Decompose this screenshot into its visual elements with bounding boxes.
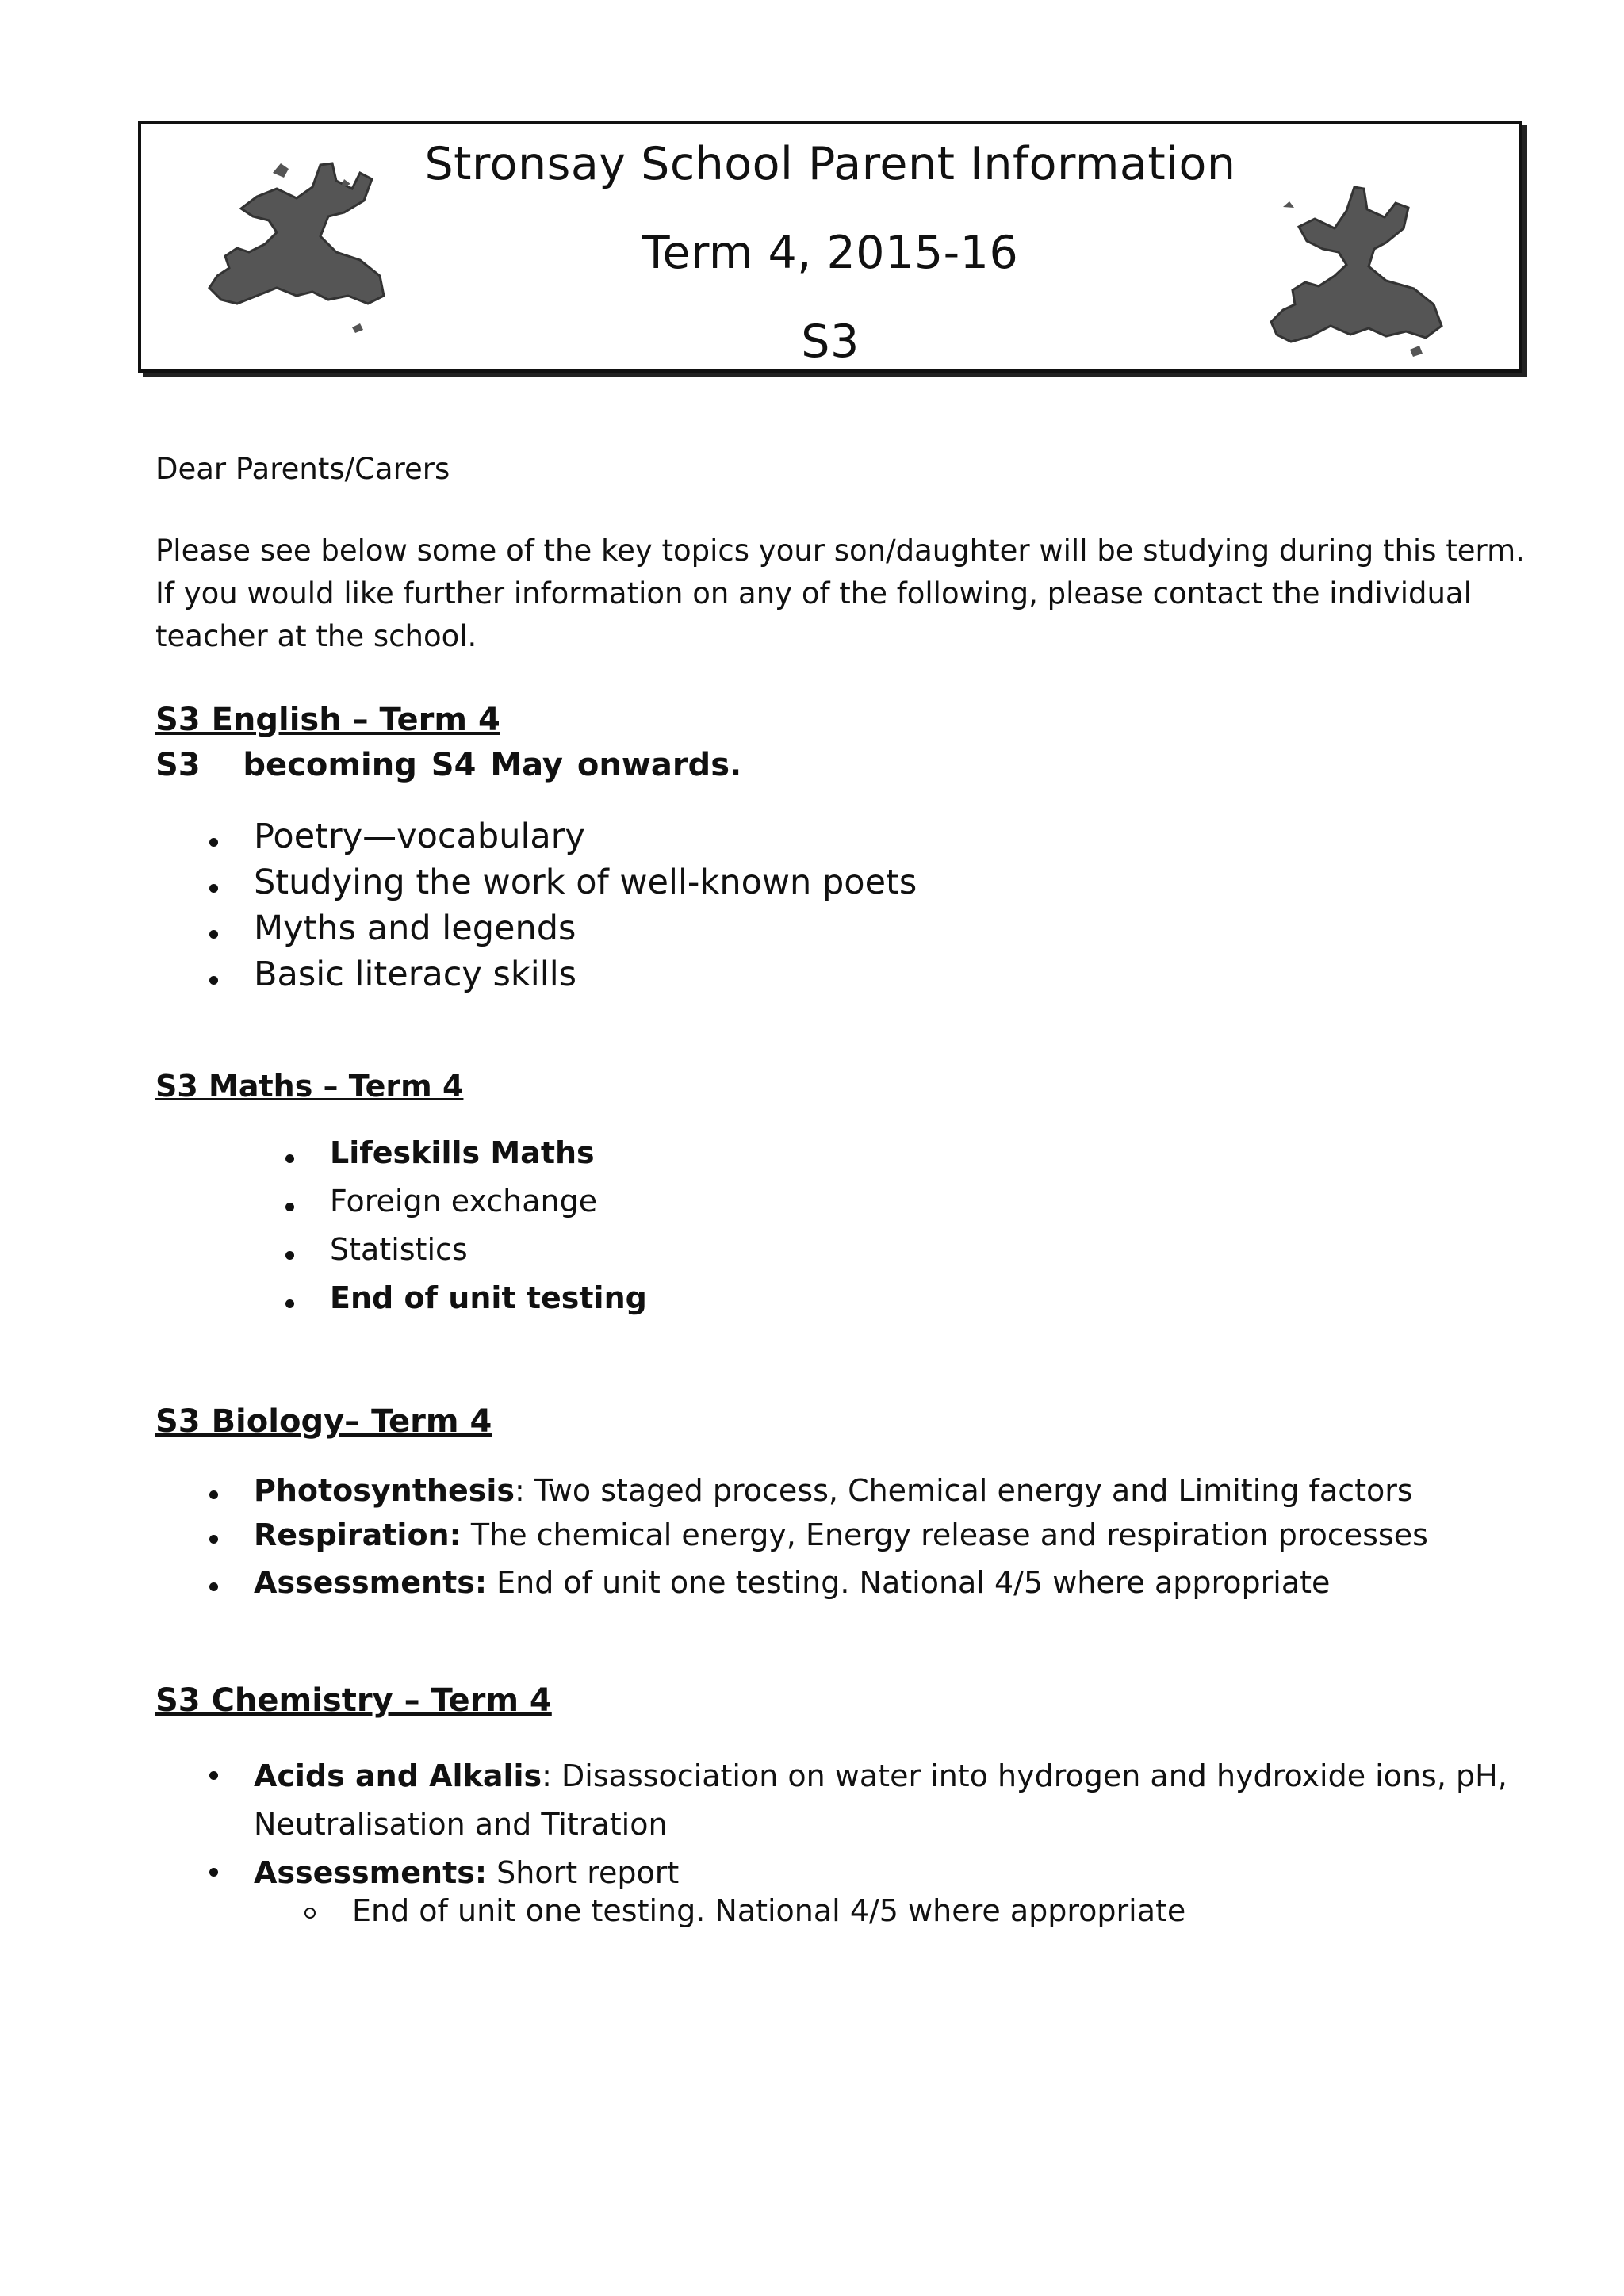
circle-bullet-icon <box>304 1908 316 1919</box>
chemistry-topic-list <box>254 1752 1507 1897</box>
header-banner <box>138 121 1522 373</box>
topic-label: Assessments: <box>254 1855 488 1890</box>
topic-label: Assessments: <box>254 1565 488 1600</box>
intro-paragraph <box>155 530 1525 658</box>
list-item <box>254 1752 1507 1849</box>
biology-topic-list <box>254 1473 1428 1609</box>
topic-label: Acids and Alkalis <box>254 1758 542 1793</box>
list-item <box>330 1184 647 1232</box>
list-item-text: Poetry—vocabulary <box>254 817 585 856</box>
bullet-icon <box>209 1868 218 1877</box>
list-item <box>254 1565 1428 1609</box>
list-item <box>254 1473 1428 1517</box>
year-group-label: S3 <box>801 316 860 368</box>
list-item-text: Basic literacy skills <box>254 955 577 994</box>
list-item-text: Lifeskills Maths <box>330 1135 595 1170</box>
bullet-icon <box>209 1535 218 1544</box>
bullet-icon <box>209 1490 218 1499</box>
bullet-icon <box>209 1771 218 1780</box>
list-item <box>254 955 917 1001</box>
subitem-text: End of unit one testing. National 4/5 where appropriate <box>352 1893 1186 1928</box>
list-item-text: End of unit testing <box>330 1280 647 1315</box>
list-item <box>254 1517 1428 1562</box>
greeting: Dear Parents/Carers <box>155 452 450 486</box>
list-item <box>330 1135 647 1184</box>
topic-label: Photosynthesis <box>254 1473 515 1508</box>
bullet-icon <box>285 1154 294 1163</box>
list-item <box>330 1280 647 1329</box>
english-subheading: S3 becoming S4 May onwards. <box>155 747 742 783</box>
intro-line: teacher at the school. <box>155 619 477 653</box>
list-item <box>254 817 917 863</box>
list-item <box>330 1232 647 1280</box>
topic-label: Respiration: <box>254 1517 462 1552</box>
chemistry-subitem <box>352 1893 1185 1928</box>
list-item <box>254 1849 1507 1897</box>
term-label: Term 4, 2015-16 <box>642 227 1019 279</box>
bullet-icon <box>209 930 218 939</box>
topic-description: End of unit one testing. National 4/5 where appropriate <box>487 1565 1331 1600</box>
bullet-icon <box>209 884 218 893</box>
biology-heading: S3 Biology– Term 4 <box>155 1403 492 1440</box>
topic-description: : Two staged process, Chemical energy and Limiting factors <box>514 1473 1413 1508</box>
intro-line: If you would like further information on any of the following, please contact the individual <box>155 576 1472 610</box>
topic-description: : Disassociation on water into hydrogen and hydroxide ions, pH, <box>542 1758 1507 1793</box>
english-topic-list <box>254 817 917 1001</box>
topic-description-continued: Neutralisation and Titration <box>254 1807 668 1842</box>
list-item-text: Studying the work of well-known poets <box>254 863 917 902</box>
bullet-icon <box>285 1251 294 1260</box>
bullet-icon <box>285 1203 294 1211</box>
list-item-text: Foreign exchange <box>330 1184 598 1219</box>
maths-heading: S3 Maths – Term 4 <box>155 1069 464 1104</box>
topic-description: Short report <box>487 1855 680 1890</box>
list-item-text: Myths and legends <box>254 909 576 948</box>
maths-topic-list <box>330 1135 647 1329</box>
document-title: Stronsay School Parent Information <box>424 138 1236 190</box>
chemistry-heading: S3 Chemistry – Term 4 <box>155 1682 552 1719</box>
list-item-text: Statistics <box>330 1232 468 1267</box>
bullet-icon <box>285 1299 294 1308</box>
list-item <box>254 863 917 909</box>
english-heading: S3 English – Term 4 <box>155 702 500 738</box>
intro-line: Please see below some of the key topics your son/daughter will be studying during this term. <box>155 534 1525 568</box>
list-item <box>254 909 917 955</box>
bullet-icon <box>209 1582 218 1591</box>
topic-description: The chemical energy, Energy release and respiration processes <box>461 1517 1428 1552</box>
bullet-icon <box>209 838 218 847</box>
bullet-icon <box>209 976 218 985</box>
